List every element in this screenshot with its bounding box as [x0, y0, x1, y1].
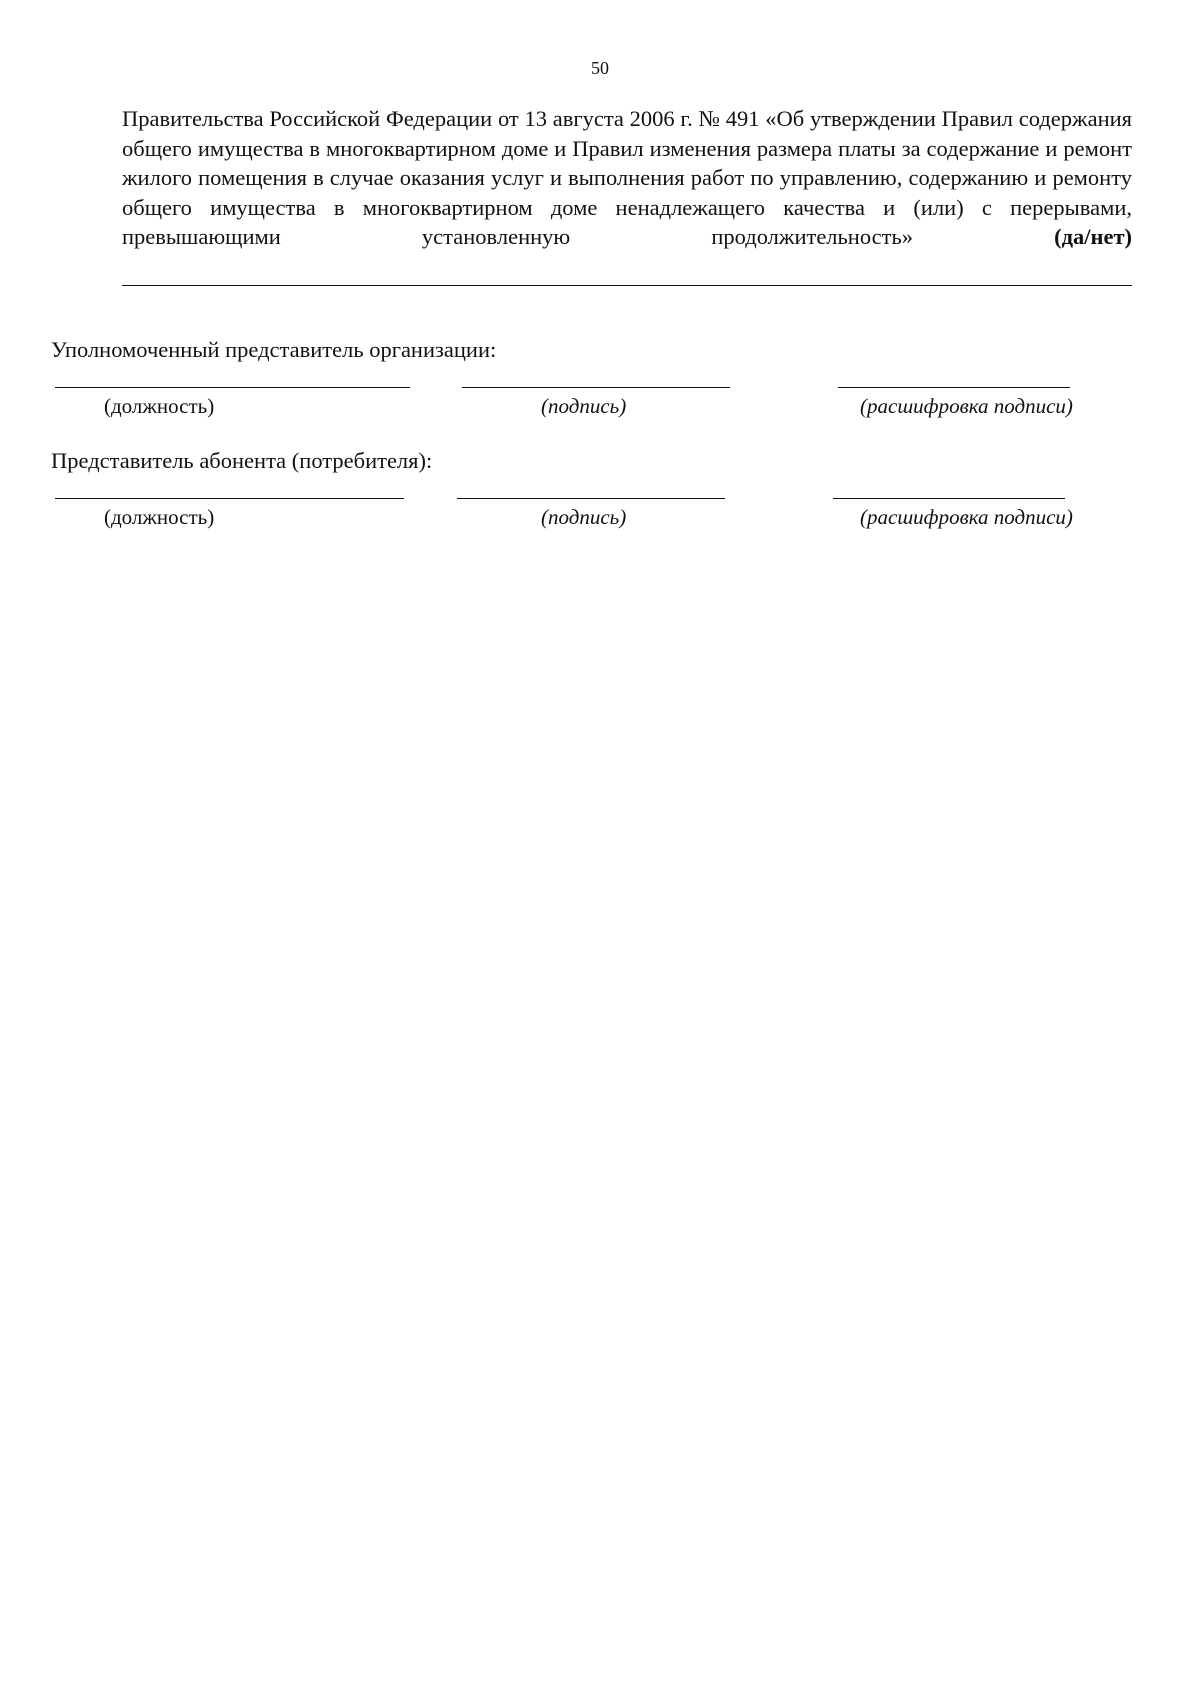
subscriber-decoding-line[interactable] [833, 498, 1065, 499]
subscriber-decoding-caption: (расшифровка подписи) [860, 505, 1073, 529]
answer-fill-line[interactable] [122, 285, 1132, 286]
body-paragraph [122, 104, 1132, 252]
page-number: 50 [591, 58, 609, 78]
organization-position-line[interactable] [55, 387, 410, 388]
subscriber-position-caption: (должность) [104, 505, 215, 529]
organization-decoding-caption: (расшифровка подписи) [860, 394, 1073, 418]
organization-position-caption: (должность) [104, 394, 215, 418]
organization-representative-label: Уполномоченный представитель организации: [51, 337, 497, 362]
subscriber-signature-line[interactable] [457, 498, 725, 499]
organization-signature-line[interactable] [462, 387, 730, 388]
subscriber-position-line[interactable] [55, 498, 404, 499]
organization-decoding-line[interactable] [838, 387, 1070, 388]
answer-prompt: (да/нет) [1054, 224, 1132, 249]
organization-signature-caption: (подпись) [541, 394, 627, 418]
subscriber-signature-caption: (подпись) [541, 505, 627, 529]
paragraph-text: Правительства Российской Федерации от 13 августа 2006 г. № 491 «Об утверждении Правил содержания общего имущества в многоквартирном доме и Правил изменения размера платы за содержание и ремонт жилого помещения в случае оказания услуг и выполнения работ по управлению, содержанию и ремонту общего имущества в многоквартирном доме ненадлежащего качества и (или) с перерывами, превышающими установленную продолжительность» [122, 106, 1132, 249]
subscriber-representative-label: Представитель абонента (потребителя): [51, 448, 433, 473]
